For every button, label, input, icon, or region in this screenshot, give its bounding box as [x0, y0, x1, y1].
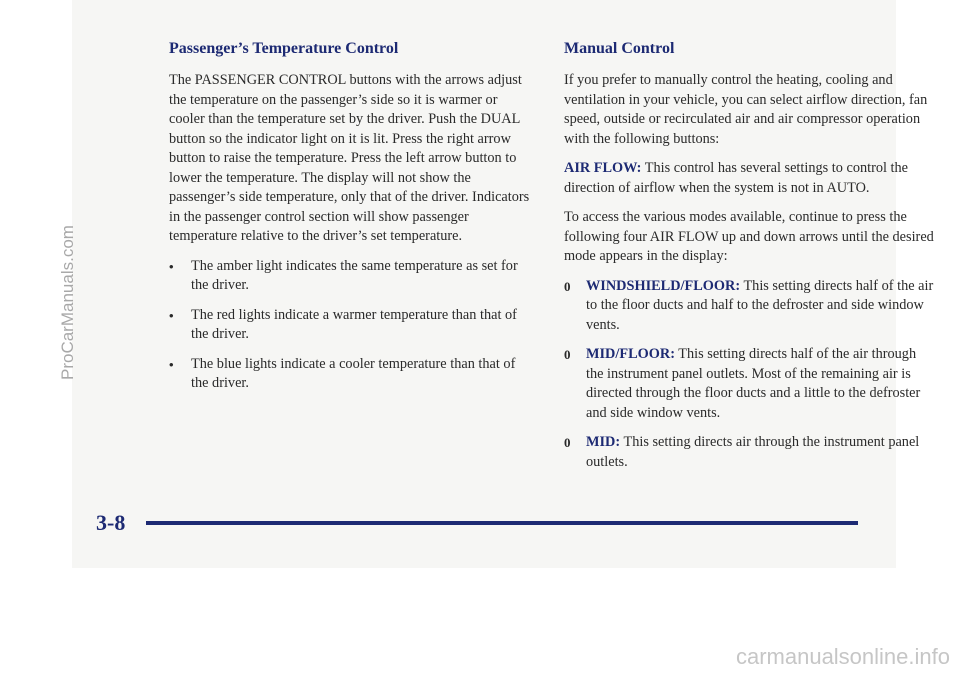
footer-divider — [146, 521, 858, 525]
side-watermark: ProCarManuals.com — [58, 225, 77, 380]
list-item — [169, 306, 534, 345]
left-column — [169, 40, 534, 404]
airflow-term: AIR FLOW: — [564, 160, 642, 176]
right-column — [564, 40, 936, 482]
mode-term: MID: — [586, 434, 621, 450]
mode-description: This setting directs air through the instrument panel outlets. — [586, 434, 920, 470]
list-item-text: The amber light indicates the same temperature as set for the driver. — [191, 257, 518, 293]
bottom-watermark: carmanualsonline.info — [735, 644, 950, 669]
passenger-control-paragraph: The PASSENGER CONTROL buttons with the arrows adjust the temperature on the passenger’s side so it is warmer or cooler than the temperature set by the driver. Push the DUAL button so the indicator light on it is lit. Press the right arrow button to raise the temperature. Press the left arrow button to lower the temperature. The display will not show the passenger’s side temperature, only that of the driver. Indicators in the passenger control section will show passenger temperature relative to the driver’s set temperature. — [169, 72, 530, 244]
bullet-icon: 0 — [564, 435, 571, 450]
section-heading-manual-control: Manual Control — [564, 40, 675, 57]
bullet-icon: • — [169, 258, 174, 274]
airflow-description: This control has several settings to control the direction of airflow when the system is not in AUTO. — [564, 160, 909, 196]
mode-description: This setting directs half of the air through the instrument panel outlets. Most of the remaining air is directed through the floor ducts and a little to the defroster and side window vents. — [586, 346, 921, 421]
list-item — [564, 433, 936, 472]
bullet-icon: • — [169, 307, 174, 323]
list-item — [169, 257, 534, 296]
bullet-icon: 0 — [564, 278, 571, 294]
access-modes-paragraph: To access the various modes available, continue to press the following four AIR FLOW up and down arrows until the desired mode appears in the display: — [564, 209, 934, 264]
manual-control-intro: If you prefer to manually control the heating, cooling and ventilation in your vehicle, you can select airflow direction, fan speed, outside or recirculated air and air compressor operation with the following buttons: — [564, 72, 928, 147]
list-item-text: The red lights indicate a warmer temperature than that of the driver. — [191, 306, 517, 342]
page-number: 3-8 — [96, 510, 126, 535]
list-item — [169, 355, 534, 394]
airflow-paragraph — [564, 159, 936, 198]
manual-page — [72, 0, 934, 568]
bullet-icon: • — [169, 356, 174, 372]
mode-term: MID/FLOOR: — [586, 346, 675, 362]
section-heading-passenger-temperature: Passenger’s Temperature Control — [169, 40, 399, 57]
list-item — [564, 277, 936, 336]
mode-term: WINDSHIELD/FLOOR: — [586, 277, 741, 294]
bullet-icon: 0 — [564, 347, 571, 362]
mode-description: This setting directs half of the air to the floor ducts and half to the defroster and side window vents. — [586, 277, 934, 333]
list-item — [564, 345, 936, 423]
list-item-text: The blue lights indicate a cooler temperature than that of the driver. — [191, 355, 516, 391]
airflow-mode-list — [564, 277, 936, 473]
indicator-light-list — [169, 257, 534, 394]
